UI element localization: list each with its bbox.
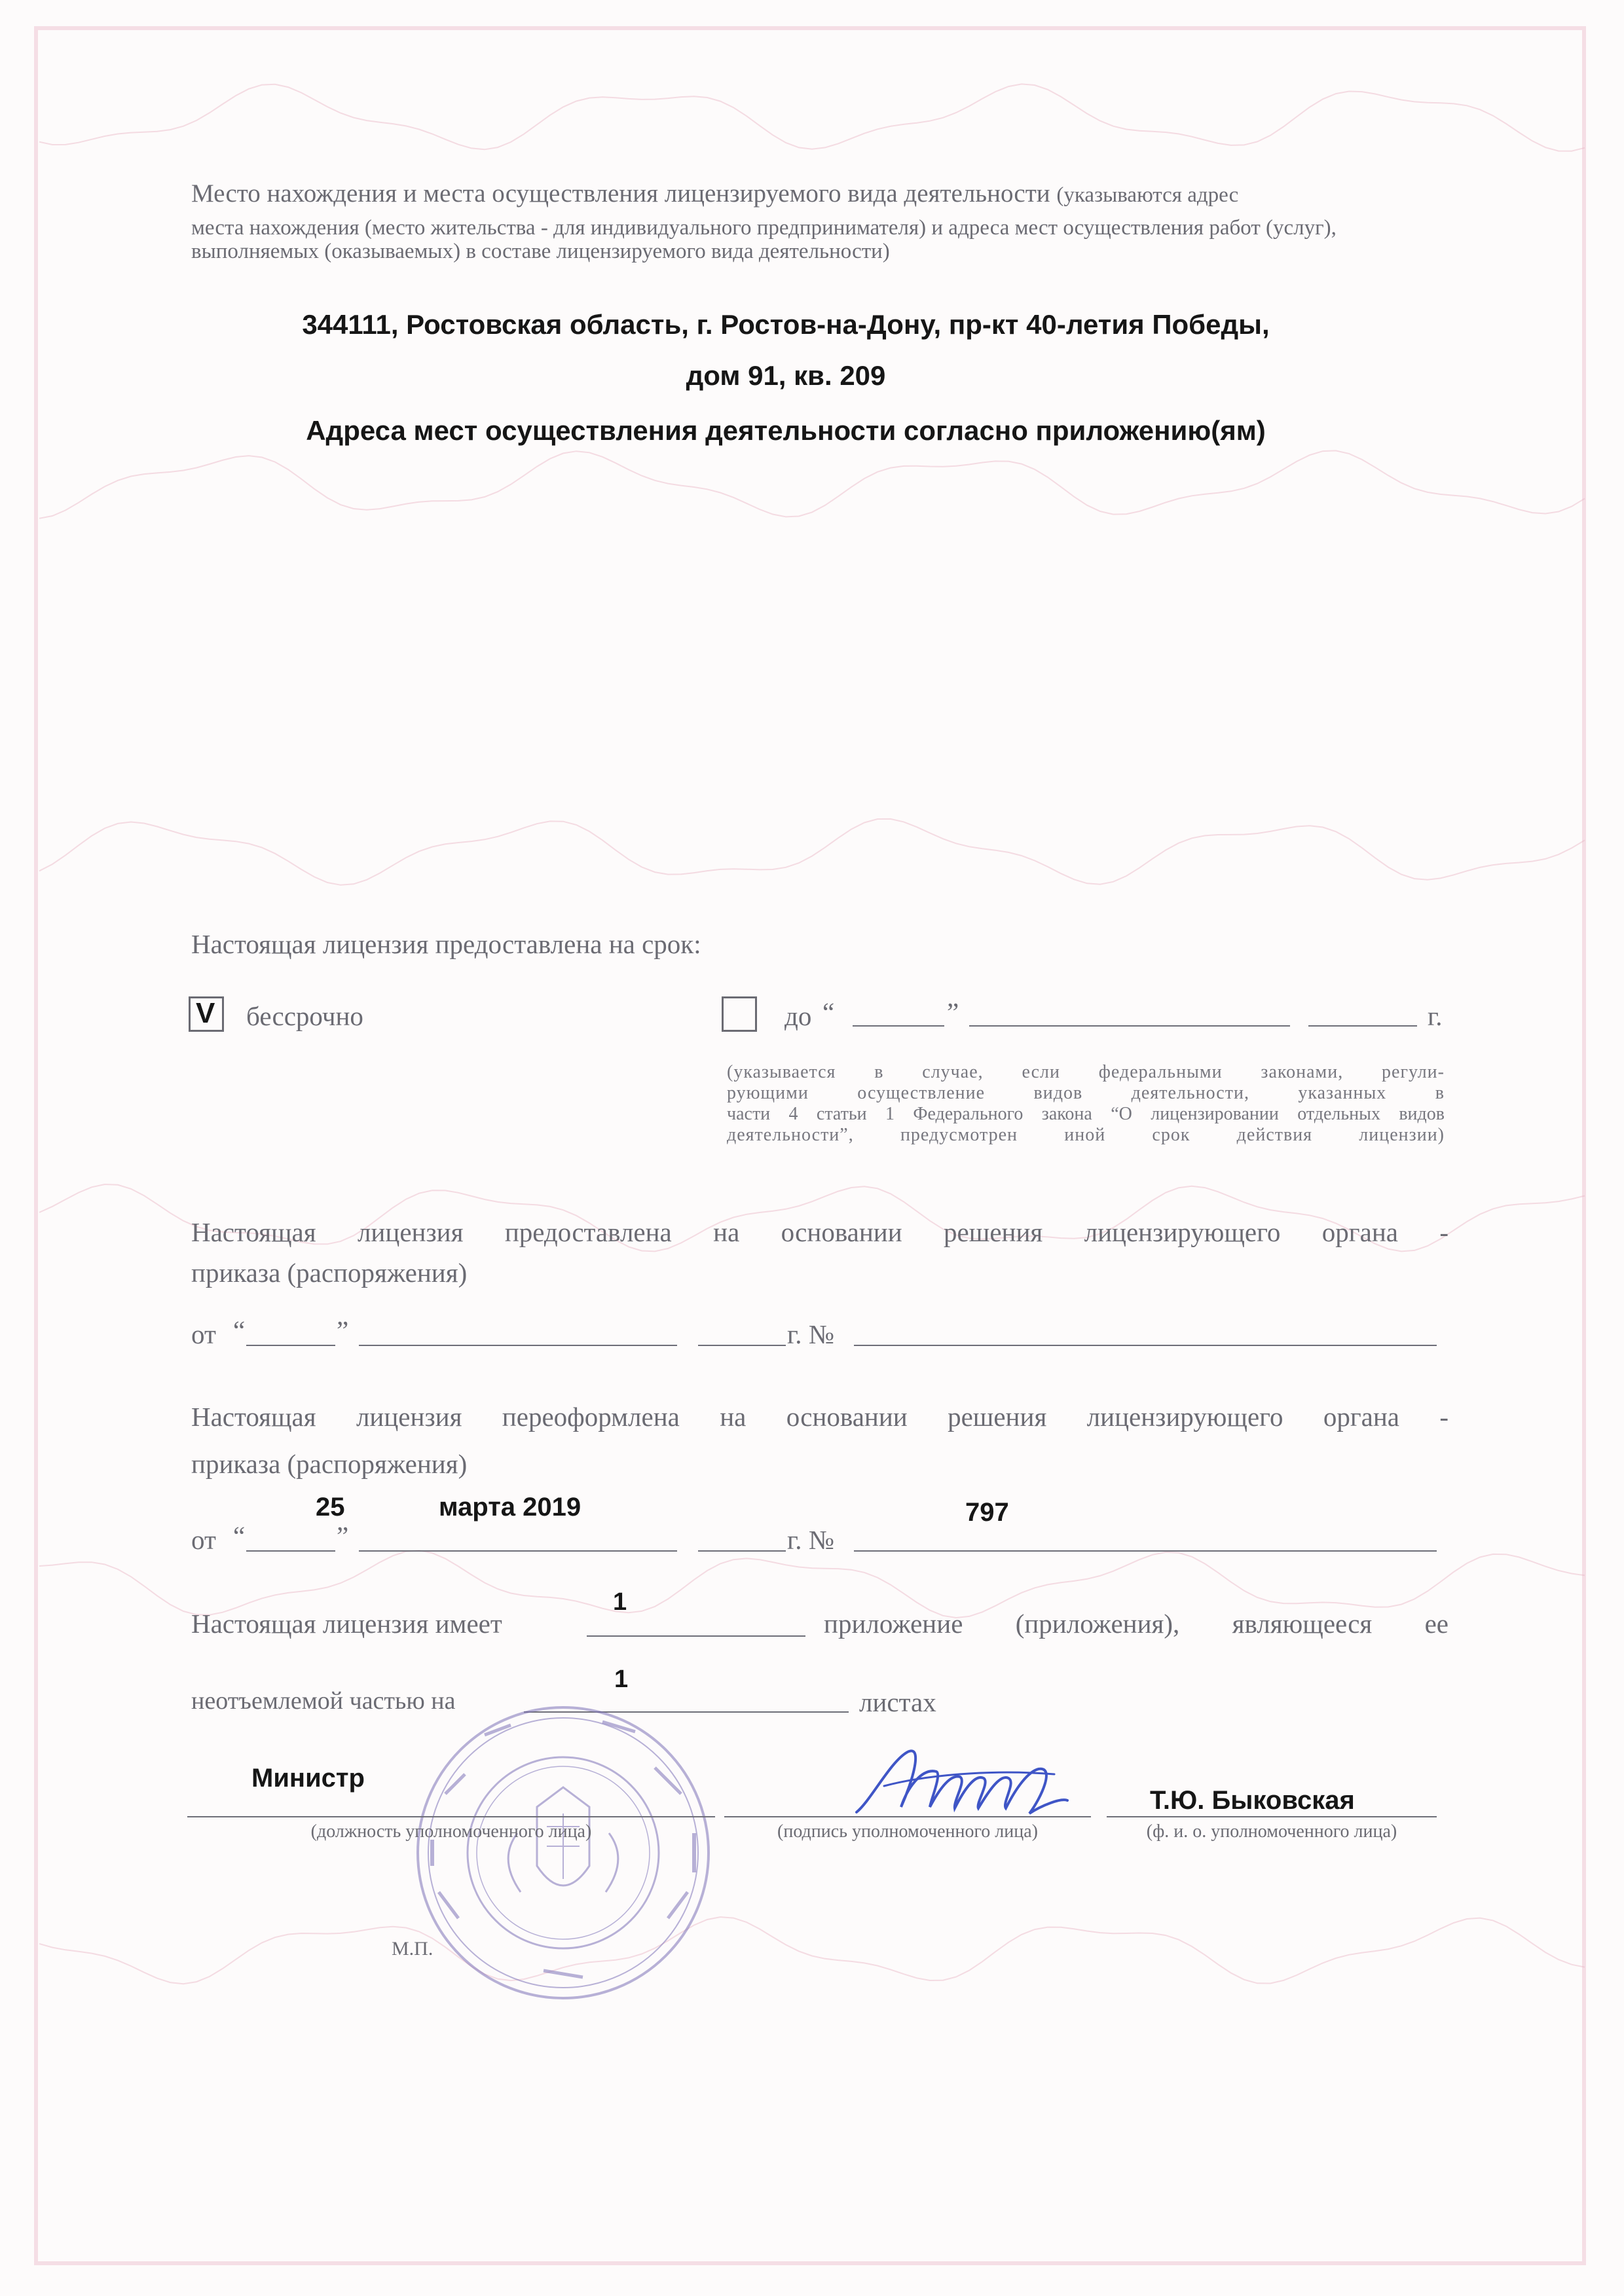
until-open-quote: “ <box>822 997 835 1027</box>
name-line <box>1107 1816 1437 1817</box>
grant-open-quote: “ <box>233 1315 246 1345</box>
location-note-part1: (указываются адрес <box>1056 183 1239 207</box>
guilloche-wave <box>39 1917 1585 1984</box>
signature-line <box>724 1816 1091 1817</box>
term-note-line3: части 4 статьи 1 Федерального закона “О лицензировании отдельных видов <box>727 1104 1445 1124</box>
grant-line1: Настоящая лицензия предоставлена на основании решения лицензирующего органа - <box>191 1217 1449 1247</box>
unlimited-label: бессрочно <box>246 1001 363 1031</box>
until-year-suffix: г. <box>1428 1001 1443 1031</box>
stamp-place-label: М.П. <box>392 1938 434 1959</box>
location-heading: Место нахождения и места осуществления лицензируемого вида деятельности <box>191 179 1050 208</box>
position-line <box>187 1816 715 1817</box>
address-line2: дом 91, кв. 209 <box>686 360 886 391</box>
reissue-close-quote: ” <box>337 1521 349 1551</box>
reissue-line1: Настоящая лицензия переоформлена на основании решения лицензирующего органа - <box>191 1402 1449 1432</box>
reissue-month-year: марта 2019 <box>439 1493 581 1522</box>
grant-day-line <box>246 1345 335 1346</box>
until-checkbox <box>722 996 757 1032</box>
location-note-line2: места нахождения (место жительства - для индивидуального предпринимателя) и адреса мест осуществления работ (услуг), <box>191 216 1337 240</box>
reissue-year-label: г. № <box>787 1525 834 1555</box>
reissue-number-line <box>854 1550 1437 1552</box>
grant-number-line <box>854 1345 1437 1346</box>
term-note-line4: деятельности”, предусмотрен иной срок действия лицензии) <box>727 1125 1445 1145</box>
official-stamp <box>406 1696 720 2010</box>
guilloche-wave <box>39 819 1585 885</box>
checkmark: V <box>196 997 215 1029</box>
reissue-from-label: от <box>191 1525 216 1555</box>
until-day-line <box>853 1025 944 1027</box>
position-caption: (должность уполномоченного лица) <box>310 1821 592 1842</box>
until-label: до <box>784 1001 812 1031</box>
appendix-text-part4: листах <box>859 1687 936 1717</box>
reissue-year-line <box>698 1550 786 1552</box>
grant-month-line <box>359 1345 677 1346</box>
grant-year-line <box>698 1345 786 1346</box>
guilloche-wave <box>39 450 1585 518</box>
reissue-day-line <box>246 1550 335 1552</box>
unlimited-checkbox <box>189 996 224 1032</box>
appendix-text-part2: приложение (приложения), являющееся ее <box>824 1609 1449 1639</box>
grant-close-quote: ” <box>337 1315 349 1345</box>
until-close-quote: ” <box>947 997 959 1027</box>
term-note-line1: (указывается в случае, если федеральными законами, регули- <box>727 1062 1445 1082</box>
appendix-text-part3: неотъемлемой частью на <box>191 1687 456 1715</box>
grant-year-label: г. № <box>787 1319 834 1349</box>
until-year-line <box>1308 1025 1417 1027</box>
signer-position: Министр <box>251 1764 365 1793</box>
reissue-number: 797 <box>965 1498 1009 1527</box>
reissue-open-quote: “ <box>233 1521 246 1551</box>
grant-line2: приказа (распоряжения) <box>191 1258 468 1288</box>
signature-caption: (подпись уполномоченного лица) <box>777 1821 1038 1842</box>
appendix-sheets: 1 <box>614 1666 629 1693</box>
reissue-line2: приказа (распоряжения) <box>191 1449 468 1479</box>
until-month-line <box>969 1025 1290 1027</box>
appendix-count: 1 <box>613 1588 627 1616</box>
places-line: Адреса мест осуществления деятельности согласно приложению(ям) <box>306 415 1266 446</box>
name-caption: (ф. и. о. уполномоченного лица) <box>1146 1821 1397 1842</box>
location-note-line3: выполняемых (оказываемых) в составе лицензируемого вида деятельности) <box>191 240 890 263</box>
appendix-count-line <box>587 1635 805 1637</box>
signer-name: Т.Ю. Быковская <box>1150 1786 1355 1815</box>
reissue-month-line <box>359 1550 677 1552</box>
location-heading-line <box>191 179 1462 210</box>
term-heading: Настоящая лицензия предоставлена на срок: <box>191 929 701 959</box>
reissue-day: 25 <box>316 1493 345 1522</box>
term-note-line2: рующими осуществление видов деятельности, указанных в <box>727 1083 1445 1103</box>
address-line1: 344111, Ростовская область, г. Ростов-на-Дону, пр-кт 40-летия Победы, <box>302 309 1270 340</box>
guilloche-wave <box>39 84 1585 151</box>
grant-from-label: от <box>191 1319 216 1349</box>
appendix-text-part1: Настоящая лицензия имеет <box>191 1609 502 1639</box>
